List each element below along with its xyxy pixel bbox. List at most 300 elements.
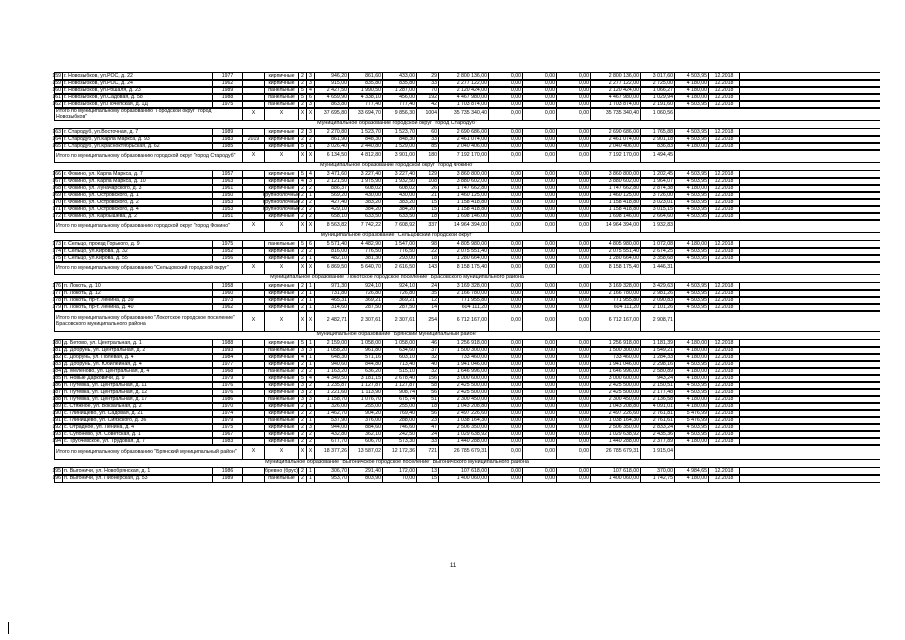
table-cell: 32	[417, 368, 439, 375]
table-cell: 14	[417, 304, 439, 311]
table-cell: 848,30	[349, 136, 383, 143]
table-cell: кирпичные	[265, 389, 299, 396]
table-cell: 4 180,00	[675, 87, 709, 94]
table-cell: 1974	[213, 410, 243, 417]
table-cell: 1	[307, 304, 315, 311]
table-cell: 915,00	[315, 80, 349, 87]
table-cell: с. Стяжное, ул. Вокзальная, д. 2	[63, 403, 213, 410]
table-cell: 1953	[213, 206, 243, 213]
table-cell: 0,00	[557, 283, 591, 290]
table-cell: 4 503,95	[675, 290, 709, 297]
table-cell: 167	[52, 177, 61, 184]
table-cell: 1976	[213, 389, 243, 396]
table-cell: г. Новозыбков, ул.РОС, д. 24	[63, 80, 213, 87]
table-cell: 4 180,00	[675, 143, 709, 150]
table-cell: X	[265, 445, 299, 459]
table-cell: 12.2018	[709, 101, 740, 108]
table-cell: 12.2018	[709, 396, 740, 403]
table-cell: 1 703 874,00	[439, 101, 489, 108]
table-cell: 4 503,95	[675, 129, 709, 136]
table-cell: 924,10	[349, 283, 383, 290]
table-cell: 2	[299, 403, 307, 410]
table-cell: 26 785 679,31	[439, 445, 489, 459]
table-cell: 2 075 551,40	[591, 248, 641, 255]
table-cell: 4 180,00	[675, 475, 709, 482]
table-cell: 12.2018	[709, 417, 740, 424]
table-cell: 0,00	[489, 262, 523, 274]
table-cell: 381,30	[349, 255, 383, 262]
table-cell: 0,00	[557, 304, 591, 311]
table-cell: 4 180,00	[675, 340, 709, 347]
table-cell: 1 256 918,00	[439, 340, 489, 347]
table-cell: 1983	[213, 136, 243, 143]
table-cell: 430,00	[383, 192, 417, 199]
table-cell: 165	[52, 142, 61, 149]
table-cell: 6 712 167,00	[439, 311, 489, 331]
table-cell: 0,00	[557, 199, 591, 206]
table-cell: 2 981,26	[641, 290, 675, 297]
section-title: Муниципальное образование "Выгоничское городское поселение" Выгоничского муниципального района	[265, 459, 529, 466]
table-cell: 376,00	[349, 417, 383, 424]
table-cell: 771 955,80	[591, 297, 641, 304]
table-cell: 861,90	[315, 136, 349, 143]
table-cell: 0,00	[489, 73, 523, 80]
table-cell: 0,00	[523, 403, 557, 410]
table-cell: 4 180,00	[675, 80, 709, 87]
table-cell: г. Фокино, ул. Луначарского, д. 3	[63, 185, 213, 192]
table-cell: 1984	[213, 354, 243, 361]
table-cell: кирпичные	[265, 297, 299, 304]
table-cell: 5	[299, 87, 307, 94]
table-cell: 0,00	[557, 248, 591, 255]
table-cell: 4 503,95	[675, 297, 709, 304]
table-cell: 18	[417, 213, 439, 220]
table-cell: с. Супонево, ул. Советская, д. 1	[63, 431, 213, 438]
table-cell: 3	[307, 101, 315, 108]
table-cell: 0,00	[523, 80, 557, 87]
section-heading	[54, 459, 880, 467]
table-cell: 2 580,89	[641, 368, 675, 375]
table-cell: 1 400 060,00	[439, 475, 489, 482]
table-cell: 848,30	[383, 136, 417, 143]
table-cell: 1 058,00	[383, 340, 417, 347]
table-cell: 4 503,95	[675, 255, 709, 262]
table-cell: 1 747 662,80	[439, 185, 489, 192]
table-cell: 2	[307, 206, 315, 213]
table-cell: Итого по муниципальному образованию городской округ "город Фокино"	[54, 220, 243, 232]
table-cell: 189	[52, 402, 61, 409]
table-cell: 14 964 394,00	[439, 220, 489, 232]
table-cell: 188	[52, 395, 61, 402]
table-cell: 196	[52, 474, 61, 481]
table-cell: 0,00	[523, 396, 557, 403]
table-cell: 1975	[213, 241, 243, 248]
table-cell: 835,80	[383, 80, 417, 87]
table-cell: 2	[299, 417, 307, 424]
table-cell: 0,00	[489, 248, 523, 255]
table-cell: с. Добрунь, ул. Полевая, д. 4	[63, 354, 213, 361]
table-cell: 7 192 170,00	[439, 150, 489, 162]
table-cell: 3 880 602,00	[439, 178, 489, 185]
table-cell: 0,00	[523, 375, 557, 382]
table-cell: 4 180,00	[675, 241, 709, 248]
table-cell: кирпичные	[265, 410, 299, 417]
table-cell: 1 029 638,92	[591, 431, 641, 438]
table-cell: 0,00	[557, 311, 591, 331]
table-cell: 2 506 350,00	[439, 424, 489, 431]
table-cell: 12.2018	[709, 424, 740, 431]
table-cell: X	[299, 311, 307, 331]
table-cell: 0,00	[489, 410, 523, 417]
table-cell: 3 023,01	[641, 199, 675, 206]
table-cell: 1 066,27	[641, 87, 675, 94]
table-cell: 465,31	[315, 297, 349, 304]
table-cell: 1 284,33	[641, 354, 675, 361]
table-cell: 15	[417, 206, 439, 213]
table-cell: 12.2018	[709, 192, 740, 199]
table-cell: 4 503,95	[675, 192, 709, 199]
table-cell: Итого по муниципальному образованию "Брянский муниципальный район"	[54, 445, 243, 459]
table-cell: 2 497 226,60	[591, 410, 641, 417]
table-cell: бревно (брус)	[264, 467, 299, 474]
table-cell: 12.2018	[709, 468, 740, 475]
table-cell: 433,00	[383, 73, 417, 80]
table-cell: 3 227,40	[383, 171, 417, 178]
table-cell: 721	[417, 445, 439, 459]
table-cell: 85	[417, 143, 439, 150]
table-cell: 1	[307, 468, 315, 475]
table-cell: 195	[52, 467, 61, 474]
table-cell: 291,40	[349, 468, 383, 475]
table-cell: 2	[299, 304, 307, 311]
table-cell: 1976	[213, 382, 243, 389]
table-cell: 1973	[213, 297, 243, 304]
table-cell: 12.2018	[709, 431, 740, 438]
table-cell: 2 101,26	[641, 304, 675, 311]
table-cell: 2 674,25	[641, 248, 675, 255]
table-cell: 1 158 418,80	[439, 199, 489, 206]
section-heading	[54, 120, 880, 128]
table-cell: 2 908,71	[641, 311, 675, 331]
table-cell: 160	[52, 86, 61, 93]
table-cell: 0,00	[489, 424, 523, 431]
table-cell: 0,00	[489, 438, 523, 445]
table-cell: 370,00	[641, 468, 675, 475]
table-cell: 1975	[213, 424, 243, 431]
section-title: Муниципальное образование городской округ "город Стародуб"	[317, 120, 477, 127]
table-cell: 1960	[213, 290, 243, 297]
table-cell: п. Локоть, пр-т. Ленина, д. 40	[63, 304, 213, 311]
table-cell: 0,00	[489, 136, 523, 143]
table-cell: 2 377,89	[641, 438, 675, 445]
table-cell: 0,00	[557, 80, 591, 87]
table-cell: 12.2018	[709, 438, 740, 445]
table-cell: 42	[417, 101, 439, 108]
table-cell: 0,00	[523, 475, 557, 482]
table-cell: 5 476,99	[675, 417, 709, 424]
table-cell: 98	[417, 241, 439, 248]
table-cell: 5 640,70	[349, 262, 383, 274]
table-cell: 4 503,95	[675, 389, 709, 396]
table-cell: 0,00	[489, 403, 523, 410]
table-cell: 2 425 500,00	[591, 389, 641, 396]
table-cell: X	[299, 262, 307, 274]
table-cell: 26	[417, 185, 439, 192]
table-cell: 0,00	[523, 206, 557, 213]
table-cell: 1988	[213, 340, 243, 347]
table-cell: 1 703 874,00	[591, 101, 641, 108]
table-cell: 14 964 394,00	[591, 220, 641, 232]
table-cell: Итого по муниципальному образованию "Локотское городское поселение" Брасовского муниципального района	[54, 311, 243, 331]
table-cell: 2 664,60	[641, 213, 675, 220]
table-cell: 1 235,87	[315, 382, 349, 389]
table-cell: кирпичные	[265, 213, 299, 220]
table-cell: 4 503,95	[675, 178, 709, 185]
table-cell: 3 726,00	[641, 192, 675, 199]
total-row	[54, 149, 880, 163]
table-cell: 0,00	[557, 438, 591, 445]
table-cell: 0,00	[523, 87, 557, 94]
table-cell: 12.2018	[709, 206, 740, 213]
table-cell: 288,00	[383, 417, 417, 424]
table-cell: 7 608,92	[383, 220, 417, 232]
table-cell: 7 742,22	[349, 220, 383, 232]
table-cell: 164	[52, 135, 61, 142]
table-cell: 2 300 450,00	[591, 396, 641, 403]
table-cell: 2 427,50	[315, 87, 349, 94]
table-cell: 1 462,70	[315, 410, 349, 417]
table-cell: 1985	[213, 143, 243, 150]
table-cell: 3 015,15	[641, 206, 675, 213]
table-cell: 0,00	[557, 136, 591, 143]
table-cell: 70,00	[383, 475, 417, 482]
table-cell: 3	[299, 347, 307, 354]
table-cell: 2 616,50	[383, 262, 417, 274]
table-cell: 2	[307, 213, 315, 220]
table-cell: 0,00	[489, 108, 523, 120]
table-cell: X	[299, 445, 307, 459]
table-cell: 0,00	[489, 101, 523, 108]
table-cell: 4 503,95	[675, 382, 709, 389]
register-table	[54, 72, 880, 550]
table-cell: 22	[417, 248, 439, 255]
table-cell: 1979	[213, 417, 243, 424]
table-cell: 1956	[213, 255, 243, 262]
table-cell: 326,00	[315, 403, 349, 410]
table-cell: 12.2018	[709, 354, 740, 361]
table-cell: 12.2018	[709, 199, 740, 206]
table-cell: X	[299, 150, 307, 162]
table-cell: 47	[417, 424, 439, 431]
table-cell: 6 869,50	[315, 262, 349, 274]
table-cell: г. Фокино, ул. Островского, д. 2	[63, 199, 213, 206]
table-cell: 1 043 208,80	[439, 403, 489, 410]
table-cell: 776,50	[383, 248, 417, 255]
table-cell: панельные	[265, 87, 299, 94]
table-cell: 777,40	[383, 101, 417, 108]
table-cell: 1 181,39	[641, 340, 675, 347]
table-cell: 1	[307, 340, 315, 347]
table-cell: 51	[417, 396, 439, 403]
table-cell: 1 446,31	[641, 262, 675, 274]
table-cell: 254	[417, 311, 439, 331]
table-cell: кирпичные	[265, 143, 299, 150]
table-cell: 4 503,95	[675, 199, 709, 206]
table-cell: 573,30	[383, 438, 417, 445]
table-cell: X	[265, 108, 299, 120]
table-cell: 1 941 046,00	[591, 361, 641, 368]
table-cell: кирпичные	[265, 129, 299, 136]
table-cell: 190	[52, 409, 61, 416]
table-cell: 4 180,00	[675, 438, 709, 445]
table-cell: 174	[52, 247, 61, 254]
table-cell: 427,40	[315, 199, 349, 206]
table-cell	[243, 475, 265, 482]
table-cell: 0,00	[523, 94, 557, 101]
table-cell: 12.2018	[709, 304, 740, 311]
table-cell: 3 169 328,00	[439, 283, 489, 290]
table-cell: 4 503,95	[675, 171, 709, 178]
table-cell: 5	[299, 241, 307, 248]
table-cell: 12.2018	[709, 80, 740, 87]
table-cell: 0,00	[523, 445, 557, 459]
table-cell: 0,00	[523, 389, 557, 396]
table-cell: 2 166 780,00	[439, 290, 489, 297]
table-cell: 35	[417, 290, 439, 297]
table-cell: 4 659,90	[315, 94, 349, 101]
table-cell: 4 503,95	[675, 136, 709, 143]
table-cell: 940,60	[315, 361, 349, 368]
table-cell: 0,00	[557, 178, 591, 185]
table-cell: 2	[299, 206, 307, 213]
table-cell: 1 742,75	[641, 475, 675, 482]
table-cell: 3 181,15	[349, 375, 383, 382]
table-cell: 633,50	[383, 213, 417, 220]
table-cell: 2 121,50	[315, 178, 349, 185]
table-cell: 193	[52, 430, 61, 437]
table-cell: 180	[52, 339, 61, 346]
table-cell: п. Выгоничи, ул. Пионерская, д. 53	[63, 475, 213, 482]
table-cell: 0,00	[523, 136, 557, 143]
table-cell: 677,70	[315, 438, 349, 445]
table-cell: 0,00	[557, 213, 591, 220]
table-cell: 1975	[213, 101, 243, 108]
table-cell: 1 523,70	[349, 129, 383, 136]
table-cell: 384,20	[383, 206, 417, 213]
table-cell: 0,00	[557, 424, 591, 431]
table-cell: 23	[417, 417, 439, 424]
table-cell: 4 984,65	[675, 468, 709, 475]
table-cell: 180	[417, 150, 439, 162]
table-cell: 835,80	[349, 80, 383, 87]
table-cell: 2 761,81	[641, 410, 675, 417]
table-cell: 726,80	[383, 290, 417, 297]
table-cell: 0,00	[489, 311, 523, 331]
table-cell: 2	[299, 185, 307, 192]
table-cell: с. Глинищево, ул. Садовая, д. 21	[63, 410, 213, 417]
table-cell: 5	[299, 171, 307, 178]
table-cell: 0,00	[557, 255, 591, 262]
table-cell: 731,80	[315, 290, 349, 297]
table-cell: 178	[52, 296, 61, 303]
table-cell: 3	[307, 73, 315, 80]
table-cell: 1 076,70	[349, 396, 383, 403]
table-cell: 2 901,18	[641, 136, 675, 143]
table-cell: 0,00	[557, 101, 591, 108]
table-cell: 0,00	[489, 475, 523, 482]
table-cell: 0,00	[557, 468, 591, 475]
table-cell: 2 690 686,00	[591, 129, 641, 136]
table-cell: 0,00	[489, 431, 523, 438]
table-cell: с. Трубчевское, ул. Трудовая, д. 7	[63, 438, 213, 445]
table-cell: крупноблочные	[262, 198, 301, 205]
table-cell: 176	[52, 282, 61, 289]
section-title: Муниципальное образование "Сельцовский городской округ"	[320, 232, 474, 239]
table-cell: 0,00	[489, 361, 523, 368]
table-cell: 943,24	[641, 375, 675, 382]
table-cell: 1952	[213, 248, 243, 255]
table-cell: с. Глинищево, ул. Сиязского, д. 36	[63, 417, 213, 424]
table-cell: 163	[52, 128, 61, 135]
table-cell: 0,00	[523, 410, 557, 417]
table-cell: X	[307, 445, 315, 459]
table-cell: 2	[299, 192, 307, 199]
table-cell: 4 503,95	[675, 283, 709, 290]
table-cell: 2 678,40	[383, 375, 417, 382]
table-cell: 0,00	[557, 94, 591, 101]
table-cell: 60	[417, 129, 439, 136]
table-cell: 1 500 300,00	[591, 347, 641, 354]
table-cell: 24	[417, 431, 439, 438]
table-cell: 0,00	[557, 108, 591, 120]
table-cell: 1989	[213, 129, 243, 136]
table-cell: 0,00	[523, 150, 557, 162]
table-cell: 3	[307, 347, 315, 354]
table-cell: 21	[417, 192, 439, 199]
table-cell: 2	[307, 438, 315, 445]
table-cell: 3 901,00	[383, 150, 417, 162]
table-cell: 904,20	[349, 410, 383, 417]
total-row	[54, 219, 880, 233]
table-cell: 634,60	[383, 347, 417, 354]
table-cell: 816,00	[315, 248, 349, 255]
table-cell: 2	[307, 410, 315, 417]
table-cell: 12.2018	[709, 389, 740, 396]
table-cell: 4 180,00	[675, 403, 709, 410]
table-cell: 2 761,61	[641, 417, 675, 424]
table-cell: 2 800 136,00	[591, 73, 641, 80]
section-title: Муниципальное образование городской округ "город Фокино"	[320, 162, 474, 169]
table-cell: 0,00	[523, 108, 557, 120]
table-cell: 4 180,00	[675, 375, 709, 382]
table-cell: 0,00	[489, 468, 523, 475]
table-cell: 12.2018	[709, 475, 740, 482]
table-cell: 771 955,80	[439, 297, 489, 304]
table-cell: 0,00	[523, 129, 557, 136]
table-cell: 2 506 350,00	[591, 424, 641, 431]
table-cell: 4	[307, 171, 315, 178]
section-title: Муниципальное образование "Локотское городское поселение" Брасовского муниципального района	[270, 274, 524, 281]
table-cell: панельные	[265, 417, 299, 424]
table-cell: 2 075 551,40	[439, 248, 489, 255]
table-cell: 170	[52, 198, 61, 205]
table-cell: панельные	[265, 241, 299, 248]
table-cell: 369,21	[383, 297, 417, 304]
table-cell: 1 460 125,00	[591, 192, 641, 199]
table-cell: 0,00	[523, 361, 557, 368]
table-cell: 0,00	[557, 396, 591, 403]
table-cell: 1 698 146,00	[439, 213, 489, 220]
